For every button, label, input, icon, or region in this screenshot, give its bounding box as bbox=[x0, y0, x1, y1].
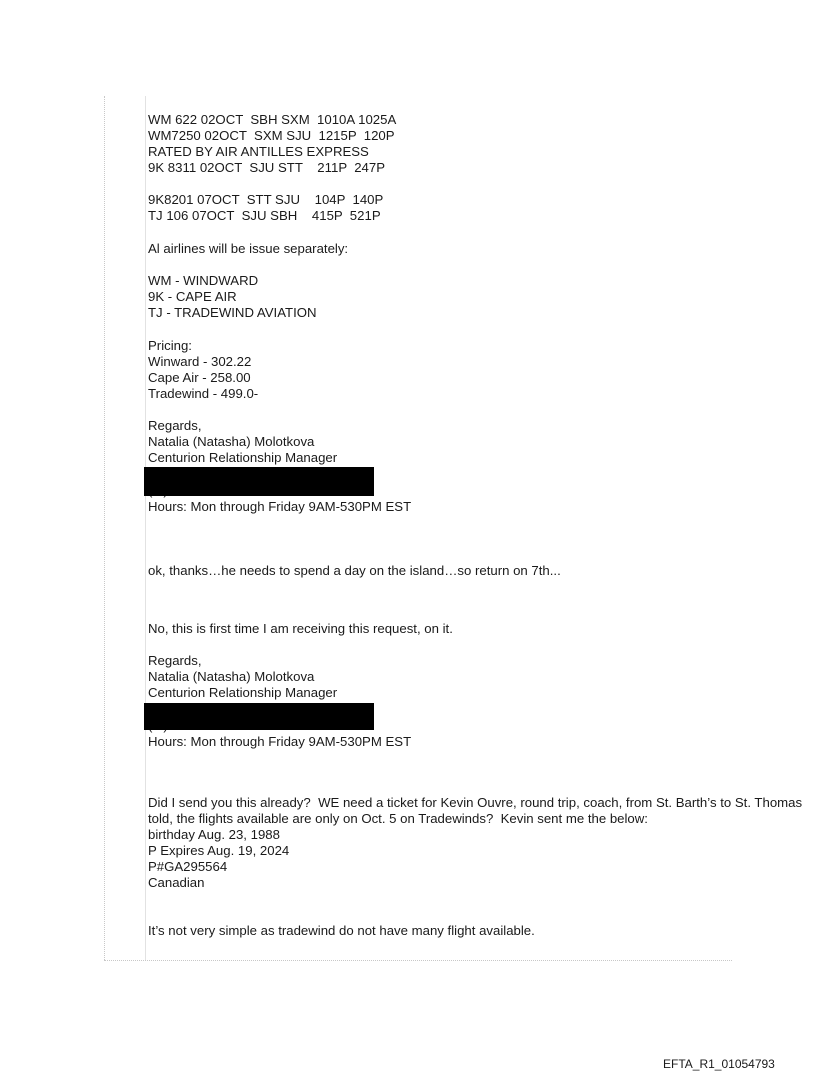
airline-item: 9K - CAPE AIR bbox=[148, 289, 237, 304]
message-text: It’s not very simple as tradewind do not have many flight available. bbox=[148, 923, 535, 938]
pricing-item: Cape Air - 258.00 bbox=[148, 370, 251, 385]
flight-line: WM 622 02OCT SBH SXM 1010A 1025A bbox=[148, 112, 397, 127]
signature-title: Centurion Relationship Manager bbox=[148, 450, 338, 465]
airline-item: TJ - TRADEWIND AVIATION bbox=[148, 305, 317, 320]
request-line: Canadian bbox=[148, 875, 205, 890]
pricing-item: Tradewind - 499.0- bbox=[148, 386, 259, 401]
request-line: told, the flights available are only on Oct. 5 on Tradewinds? Kevin sent me the below: bbox=[148, 811, 648, 826]
signature-hours: Hours: Mon through Friday 9AM-530PM EST bbox=[148, 734, 412, 749]
flight-line: 9K 8311 02OCT SJU STT 211P 247P bbox=[148, 160, 386, 175]
thread-inner-border bbox=[145, 96, 146, 960]
airlines-note: Al airlines will be issue separately: bbox=[148, 241, 349, 256]
flight-line: RATED BY AIR ANTILLES EXPRESS bbox=[148, 144, 369, 159]
request-line: Did I send you this already? WE need a ticket for Kevin Ouvre, round trip, coach, from St. Barth’s to St. Thomas bbox=[148, 795, 803, 810]
pricing-heading: Pricing: bbox=[148, 338, 192, 353]
signature-title: Centurion Relationship Manager bbox=[148, 685, 338, 700]
flight-line: TJ 106 07OCT SJU SBH 415P 521P bbox=[148, 208, 381, 223]
signature-name: Natalia (Natasha) Molotkova bbox=[148, 669, 315, 684]
flight-line: WM7250 02OCT SXM SJU 1215P 120P bbox=[148, 128, 395, 143]
signature-name: Natalia (Natasha) Molotkova bbox=[148, 434, 315, 449]
message-text: No, this is first time I am receiving this request, on it. bbox=[148, 621, 453, 636]
signature-regards: Regards, bbox=[148, 653, 202, 668]
document-id: EFTA_R1_01054793 bbox=[663, 1057, 775, 1071]
request-line: P Expires Aug. 19, 2024 bbox=[148, 843, 290, 858]
thread-left-border bbox=[104, 96, 105, 960]
redaction-box bbox=[144, 467, 374, 496]
thread-bottom-border bbox=[104, 960, 732, 961]
redaction-box bbox=[144, 703, 374, 730]
request-line: P#GA295564 bbox=[148, 859, 228, 874]
message-text: ok, thanks…he needs to spend a day on the island…so return on 7th... bbox=[148, 563, 561, 578]
pricing-item: Winward - 302.22 bbox=[148, 354, 252, 369]
signature-regards: Regards, bbox=[148, 418, 202, 433]
signature-hours: Hours: Mon through Friday 9AM-530PM EST bbox=[148, 499, 412, 514]
airline-item: WM - WINDWARD bbox=[148, 273, 259, 288]
flight-line: 9K8201 07OCT STT SJU 104P 140P bbox=[148, 192, 384, 207]
request-line: birthday Aug. 23, 1988 bbox=[148, 827, 280, 842]
